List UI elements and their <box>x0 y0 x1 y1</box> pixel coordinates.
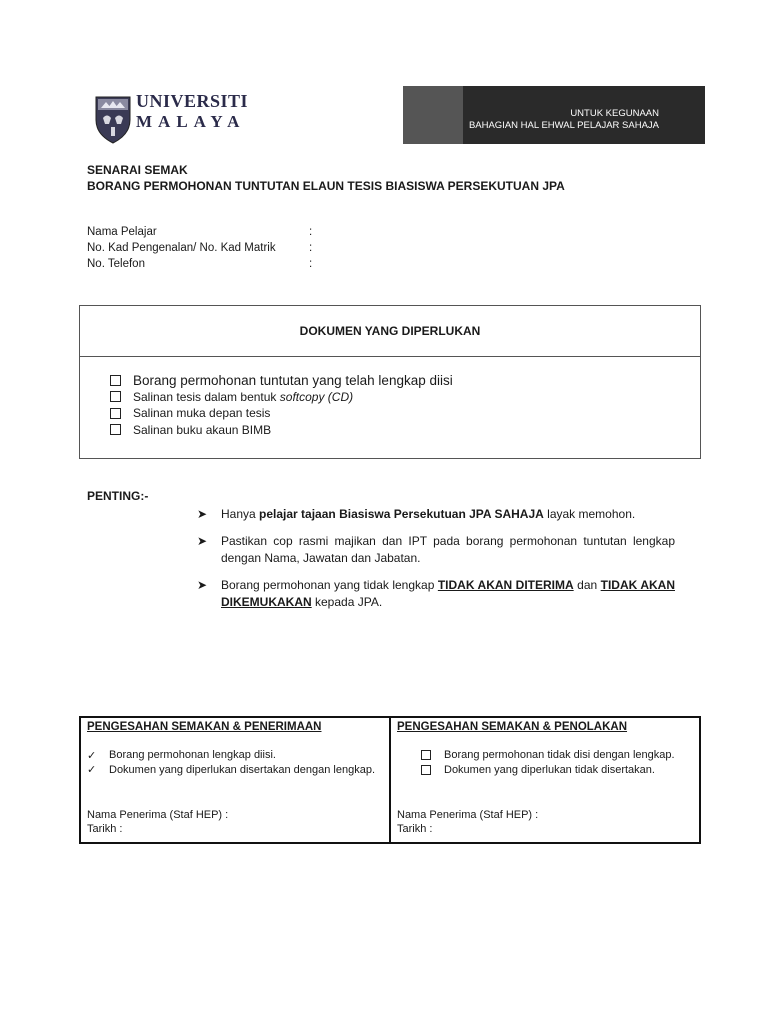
document-item-label: Borang permohonan tuntutan yang telah lengkap diisi <box>133 372 453 388</box>
field-id-number[interactable] <box>87 240 327 256</box>
checkmark-icon: ✓ <box>87 749 97 762</box>
required-documents-header: DOKUMEN YANG DIPERLUKAN <box>80 306 700 357</box>
field-label: Nama Pelajar <box>87 226 157 238</box>
office-use-line2: BAHAGIAN HAL EHWAL PELAJAR SAHAJA <box>468 120 659 131</box>
acceptance-panel <box>81 718 391 842</box>
document-item <box>110 405 453 422</box>
document-item-label: Salinan buku akaun BIMB <box>133 422 272 437</box>
acceptance-item: ✓ Dokumen yang diperlukan disertakan dengan lengkap. <box>87 763 376 777</box>
receiver-name-field[interactable]: Nama Penerima (Staf HEP) : <box>397 809 539 821</box>
student-info <box>87 224 327 272</box>
receiver-name-field[interactable]: Nama Penerima (Staf HEP) : <box>87 809 229 821</box>
important-notes <box>197 506 675 621</box>
checkbox[interactable] <box>110 375 121 386</box>
field-student-name[interactable] <box>87 224 327 240</box>
checkbox[interactable] <box>110 391 121 402</box>
university-name-line1: UNIVERSITI <box>136 91 249 111</box>
office-use-text <box>469 108 659 132</box>
date-field[interactable]: Tarikh : <box>87 823 123 835</box>
important-note: ➤ Borang permohonan yang tidak lengkap TIDAK AKAN DITERIMA dan TIDAK AKAN DIKEMUKAKAN kepada JPA. <box>197 578 675 609</box>
rejection-list <box>421 748 675 777</box>
document-item-label: Salinan muka depan tesis <box>133 406 271 421</box>
university-name-line2: MALAYA <box>136 112 246 131</box>
document-item <box>110 422 453 439</box>
document-item <box>110 389 453 406</box>
rejection-item: Borang permohonan tidak disi dengan lengkap. <box>421 748 675 763</box>
form-title-line1: SENARAI SEMAK <box>87 163 188 177</box>
office-use-line1: UNTUK KEGUNAAN <box>570 108 659 119</box>
arrow-bullet-icon: ➤ <box>197 507 208 521</box>
field-colon: : <box>309 242 313 254</box>
checkmark-icon: ✓ <box>87 764 97 777</box>
confirmation-table <box>79 716 701 844</box>
university-name <box>136 92 248 130</box>
field-colon: : <box>309 258 313 270</box>
required-documents-list <box>110 372 453 438</box>
arrow-bullet-icon: ➤ <box>197 534 208 548</box>
field-label: No. Kad Pengenalan/ No. Kad Matrik <box>87 242 276 254</box>
required-documents-box <box>79 305 701 459</box>
acceptance-item: ✓ Borang permohonan lengkap diisi. <box>87 749 276 762</box>
office-use-box <box>403 86 705 144</box>
checkbox[interactable] <box>421 765 431 775</box>
document-item-label: Salinan tesis dalam bentuk softcopy (CD) <box>133 389 354 404</box>
crest-icon <box>94 94 132 144</box>
acceptance-list <box>87 748 375 777</box>
university-logo <box>94 92 254 146</box>
checkbox[interactable] <box>110 424 121 435</box>
important-note: ➤ Pastikan cop rasmi majikan dan IPT pada borang permohonan tuntutan lengkap dengan Nama, Jawatan dan Jabatan. <box>197 534 675 565</box>
field-colon: : <box>309 226 313 238</box>
field-label: No. Telefon <box>87 258 145 270</box>
rejection-heading: PENGESAHAN SEMAKAN & PENOLAKAN <box>397 721 628 733</box>
checkbox[interactable] <box>421 750 431 760</box>
form-title-line2: BORANG PERMOHONAN TUNTUTAN ELAUN TESIS BIASISWA PERSEKUTUAN JPA <box>87 179 565 193</box>
acceptance-signoff <box>87 808 228 836</box>
rejection-panel <box>391 718 699 842</box>
document-item <box>110 372 453 389</box>
checkbox[interactable] <box>110 408 121 419</box>
acceptance-heading: PENGESAHAN SEMAKAN & PENERIMAAN <box>87 721 322 733</box>
rejection-signoff <box>397 808 538 836</box>
rejection-item: Dokumen yang diperlukan tidak disertakan. <box>421 763 675 778</box>
important-note: ➤ Hanya pelajar tajaan Biasiswa Persekutuan JPA SAHAJA layak memohon. <box>197 507 636 521</box>
field-phone[interactable] <box>87 256 327 272</box>
office-use-shade <box>403 86 463 144</box>
date-field[interactable]: Tarikh : <box>397 823 433 835</box>
important-label: PENTING:- <box>87 489 149 503</box>
arrow-bullet-icon: ➤ <box>197 578 208 592</box>
form-title <box>87 162 565 194</box>
